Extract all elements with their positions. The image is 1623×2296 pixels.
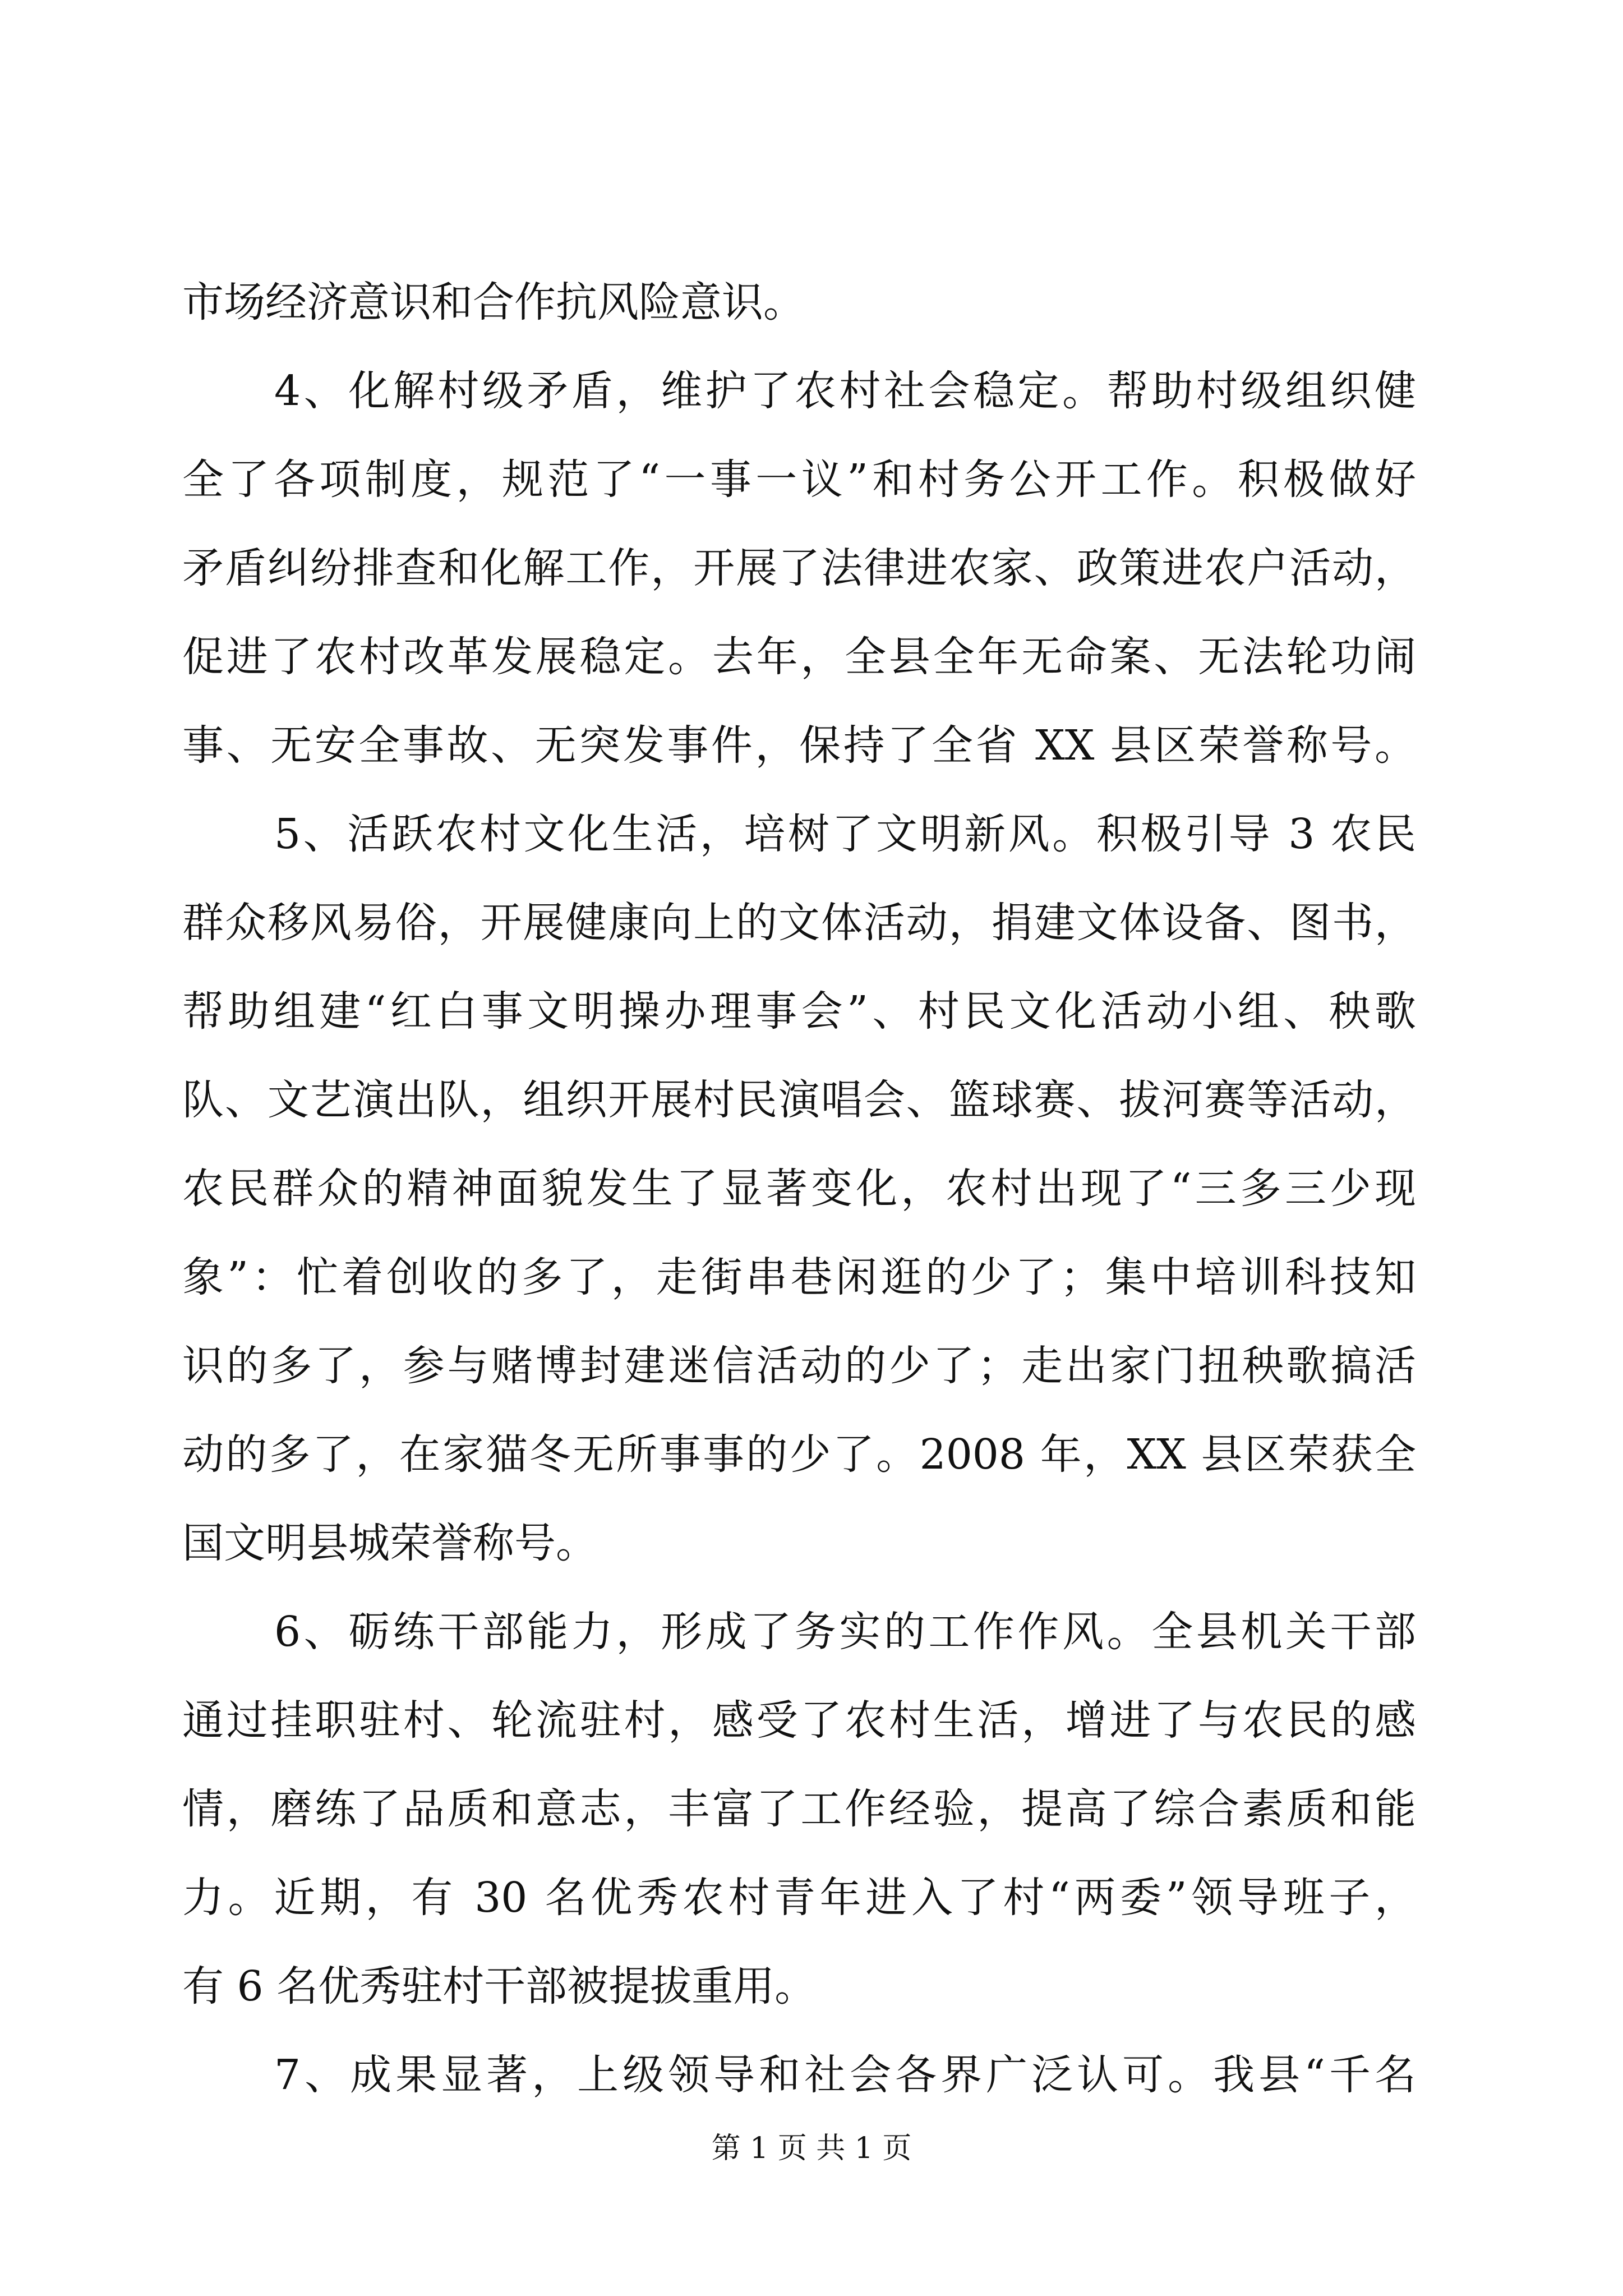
text-line-18: 情，磨练了品质和意志，丰富了工作经验，提高了综合素质和能 [182, 1785, 1416, 1833]
page-footer: 第 1 页 共 1 页 [711, 2132, 912, 2165]
text-line-6: 事、无安全事故、无突发事件，保持了全省 XX 县区荣誉称号。 [182, 721, 1416, 770]
text-line-4: 矛盾纠纷排查和化解工作，开展了法律进农家、政策进农户活动， [182, 544, 1416, 592]
text-line-19: 力。近期，有 30 名优秀农村青年进入了村“两委”领导班子， [182, 1874, 1416, 1922]
text-line-17: 通过挂职驻村、轮流驻村，感受了农村生活，增进了与农民的感 [182, 1696, 1416, 1745]
text-line-8: 群众移风易俗，开展健康向上的文体活动，捐建文体设备、图书， [182, 899, 1416, 947]
text-line-20: 有 6 名优秀驻村干部被提拔重用。 [182, 1962, 817, 2010]
text-line-9: 帮助组建“红白事文明操办理事会”、村民文化活动小组、秧歌 [182, 987, 1416, 1036]
text-line-21: 7、成果显著，上级领导和社会各界广泛认可。我县“千名 [274, 2051, 1416, 2099]
text-line-5: 促进了农村改革发展稳定。去年，全县全年无命案、无法轮功闹 [182, 633, 1416, 681]
text-line-7: 5、活跃农村文化生活，培树了文明新风。积极引导 3 农民 [274, 810, 1416, 858]
text-line-3: 全了各项制度，规范了“一事一议”和村务公开工作。积极做好 [182, 455, 1416, 504]
text-line-14: 动的多了，在家猫冬无所事事的少了。2008 年，XX 县区荣获全 [182, 1430, 1416, 1479]
text-line-12: 象”：忙着创收的多了，走街串巷闲逛的少了；集中培训科技知 [182, 1253, 1416, 1301]
text-line-10: 队、文艺演出队，组织开展村民演唱会、篮球赛、拔河赛等活动， [182, 1076, 1416, 1124]
text-line-11: 农民群众的精神面貌发生了显著变化，农村出现了“三多三少现 [182, 1165, 1416, 1213]
text-line-15: 国文明县城荣誉称号。 [182, 1519, 597, 1567]
text-line-16: 6、砺练干部能力，形成了务实的工作作风。全县机关干部 [274, 1608, 1416, 1656]
text-line-2: 4、化解村级矛盾，维护了农村社会稳定。帮助村级组织健 [274, 367, 1416, 415]
text-line-13: 识的多了，参与赌博封建迷信活动的少了；走出家门扭秧歌搞活 [182, 1342, 1416, 1390]
document-body [182, 258, 1416, 2119]
text-line-1: 市场经济意识和合作抗风险意识。 [182, 278, 805, 326]
